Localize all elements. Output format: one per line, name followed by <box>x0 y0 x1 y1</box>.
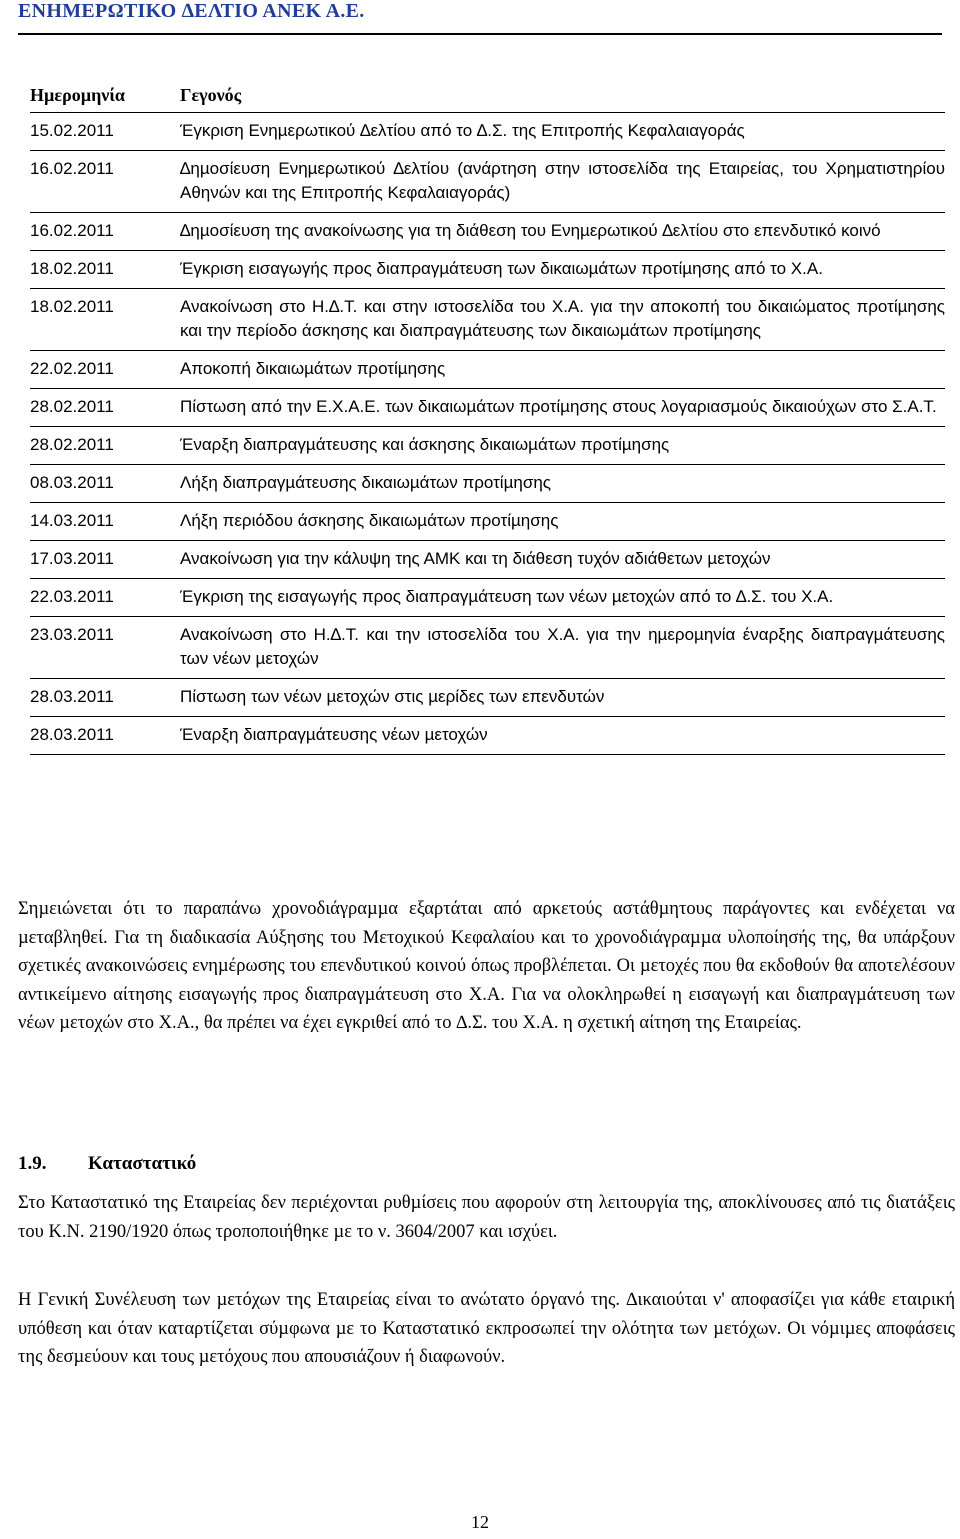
table-row <box>30 617 945 679</box>
column-header-date: Ηµεροµηνία <box>30 78 180 113</box>
table-row <box>30 717 945 755</box>
row-date: 22.03.2011 <box>30 579 180 617</box>
row-event: Έναρξη διαπραγµάτευσης νέων µετοχών <box>180 717 945 755</box>
column-header-event: Γεγονός <box>180 78 945 113</box>
timeline-body <box>30 113 945 755</box>
row-date: 23.03.2011 <box>30 617 180 679</box>
table-row <box>30 679 945 717</box>
table-row <box>30 351 945 389</box>
header-divider <box>18 33 942 35</box>
table-row <box>30 503 945 541</box>
table-row <box>30 289 945 351</box>
row-date: 18.02.2011 <box>30 289 180 351</box>
table-row <box>30 541 945 579</box>
row-event: ∆ηµοσίευση της ανακοίνωσης για τη διάθεση του Ενηµερωτικού ∆ελτίου στο επενδυτικό κοινό <box>180 213 945 251</box>
row-event: Έναρξη διαπραγµάτευσης και άσκησης δικαιωµάτων προτίµησης <box>180 427 945 465</box>
row-date: 28.03.2011 <box>30 717 180 755</box>
row-date: 17.03.2011 <box>30 541 180 579</box>
section-title: Καταστατικό <box>88 1153 197 1174</box>
row-event: ∆ηµοσίευση Ενηµερωτικού ∆ελτίου (ανάρτηση στην ιστοσελίδα της Εταιρείας, του Χρηµατιστηρίου Αθηνών και της Επιτροπής Κεφαλαιαγοράς) <box>180 151 945 213</box>
row-event: Έγκριση της εισαγωγής προς διαπραγµάτευση των νέων µετοχών από το ∆.Σ. του Χ.Α. <box>180 579 945 617</box>
row-date: 14.03.2011 <box>30 503 180 541</box>
section-heading <box>18 1153 196 1175</box>
row-date: 08.03.2011 <box>30 465 180 503</box>
row-event: Ανακοίνωση στο Η.∆.Τ. και στην ιστοσελίδα του Χ.Α. για την αποκοπή του δικαιώµατος προτίµησης και την περίοδο άσκησης και διαπραγµάτευσης των δικαιωµάτων προτίµησης <box>180 289 945 351</box>
schedule-note-paragraph: Σηµειώνεται ότι το παραπάνω χρονοδιάγραµµα εξαρτάται από αρκετούς αστάθµητους παράγοντες και ενδέχεται να µεταβληθεί. Για τη διαδικασία Αύξησης του Μετοχικού Κεφαλαίου και το χρονοδιάγραµµα υλοποίησής της, θα υπάρξουν σχετικές ανακοινώσεις ενηµέρωσης του επενδυτικού κοινού όπως προβλέπεται. Οι µετοχές που θα εκδοθούν θα αποτελέσουν αντικείµενο αίτησης εισαγωγής προς διαπραγµάτευση στο Χ.Α. Για να ολοκληρωθεί η εισαγωγή και διαπραγµάτευση των νέων µετοχών στο Χ.Α., θα πρέπει να έχει εγκριθεί από το ∆.Σ. του Χ.Α. η σχετική αίτηση της Εταιρείας. <box>18 899 955 1033</box>
row-date: 28.02.2011 <box>30 389 180 427</box>
row-date: 22.02.2011 <box>30 351 180 389</box>
row-date: 15.02.2011 <box>30 113 180 151</box>
document-header-title: ΕΝΗΜΕΡΩΤΙΚΟ ∆ΕΛΤΙΟ ΑΝΕΚ Α.Ε. <box>18 0 365 22</box>
row-event: Ανακοίνωση στο Η.∆.Τ. και την ιστοσελίδα του Χ.Α. για την ηµεροµηνία έναρξης διαπραγµάτευσης των νέων µετοχών <box>180 617 945 679</box>
table-row <box>30 151 945 213</box>
table-row <box>30 579 945 617</box>
row-date: 16.02.2011 <box>30 213 180 251</box>
articles-paragraph-2: Η Γενική Συνέλευση των µετόχων της Εταιρείας είναι το ανώτατο όργανό της. ∆ικαιούται ν' αποφασίζει για κάθε εταιρική υπόθεση και όταν καταρτίζεται σύµφωνα µε το Καταστατικό εκπροσωπεί την ολότητα των µετόχων. Οι νόµιµες αποφάσεις της δεσµεύουν και τους µετόχους που απουσιάζουν ή διαφωνούν. <box>18 1290 955 1367</box>
row-event: Πίστωση από την Ε.Χ.Α.Ε. των δικαιωµάτων προτίµησης στους λογαριασµούς δικαιούχων στο Σ.Α.Τ. <box>180 389 945 427</box>
row-date: 16.02.2011 <box>30 151 180 213</box>
row-event: Έγκριση εισαγωγής προς διαπραγµάτευση των δικαιωµάτων προτίµησης από το Χ.Α. <box>180 251 945 289</box>
table-row <box>30 427 945 465</box>
row-event: Λήξη διαπραγµάτευσης δικαιωµάτων προτίµησης <box>180 465 945 503</box>
row-date: 18.02.2011 <box>30 251 180 289</box>
row-event: Ανακοίνωση για την κάλυψη της ΑΜΚ και τη διάθεση τυχόν αδιάθετων µετοχών <box>180 541 945 579</box>
table-row <box>30 389 945 427</box>
row-date: 28.02.2011 <box>30 427 180 465</box>
row-event: Πίστωση των νέων µετοχών στις µερίδες των επενδυτών <box>180 679 945 717</box>
row-event: Αποκοπή δικαιωµάτων προτίµησης <box>180 351 945 389</box>
timeline-header-row <box>30 78 945 113</box>
row-date: 28.03.2011 <box>30 679 180 717</box>
table-row <box>30 251 945 289</box>
articles-paragraph-1: Στο Καταστατικό της Εταιρείας δεν περιέχονται ρυθµίσεις που αφορούν στη λειτουργία της, αποκλίνουσες από τις διατάξεις του Κ.Ν. 2190/1920 όπως τροποποιήθηκε µε το ν. 3604/2007 και ισχύει. <box>18 1193 955 1242</box>
row-event: Έγκριση Ενηµερωτικού ∆ελτίου από το ∆.Σ. της Επιτροπής Κεφαλαιαγοράς <box>180 113 945 151</box>
section-number: 1.9. <box>18 1153 47 1174</box>
table-row <box>30 465 945 503</box>
timeline-table <box>30 78 945 755</box>
row-event: Λήξη περιόδου άσκησης δικαιωµάτων προτίµησης <box>180 503 945 541</box>
table-row <box>30 213 945 251</box>
table-row <box>30 113 945 151</box>
page-number: 12 <box>471 1512 489 1532</box>
